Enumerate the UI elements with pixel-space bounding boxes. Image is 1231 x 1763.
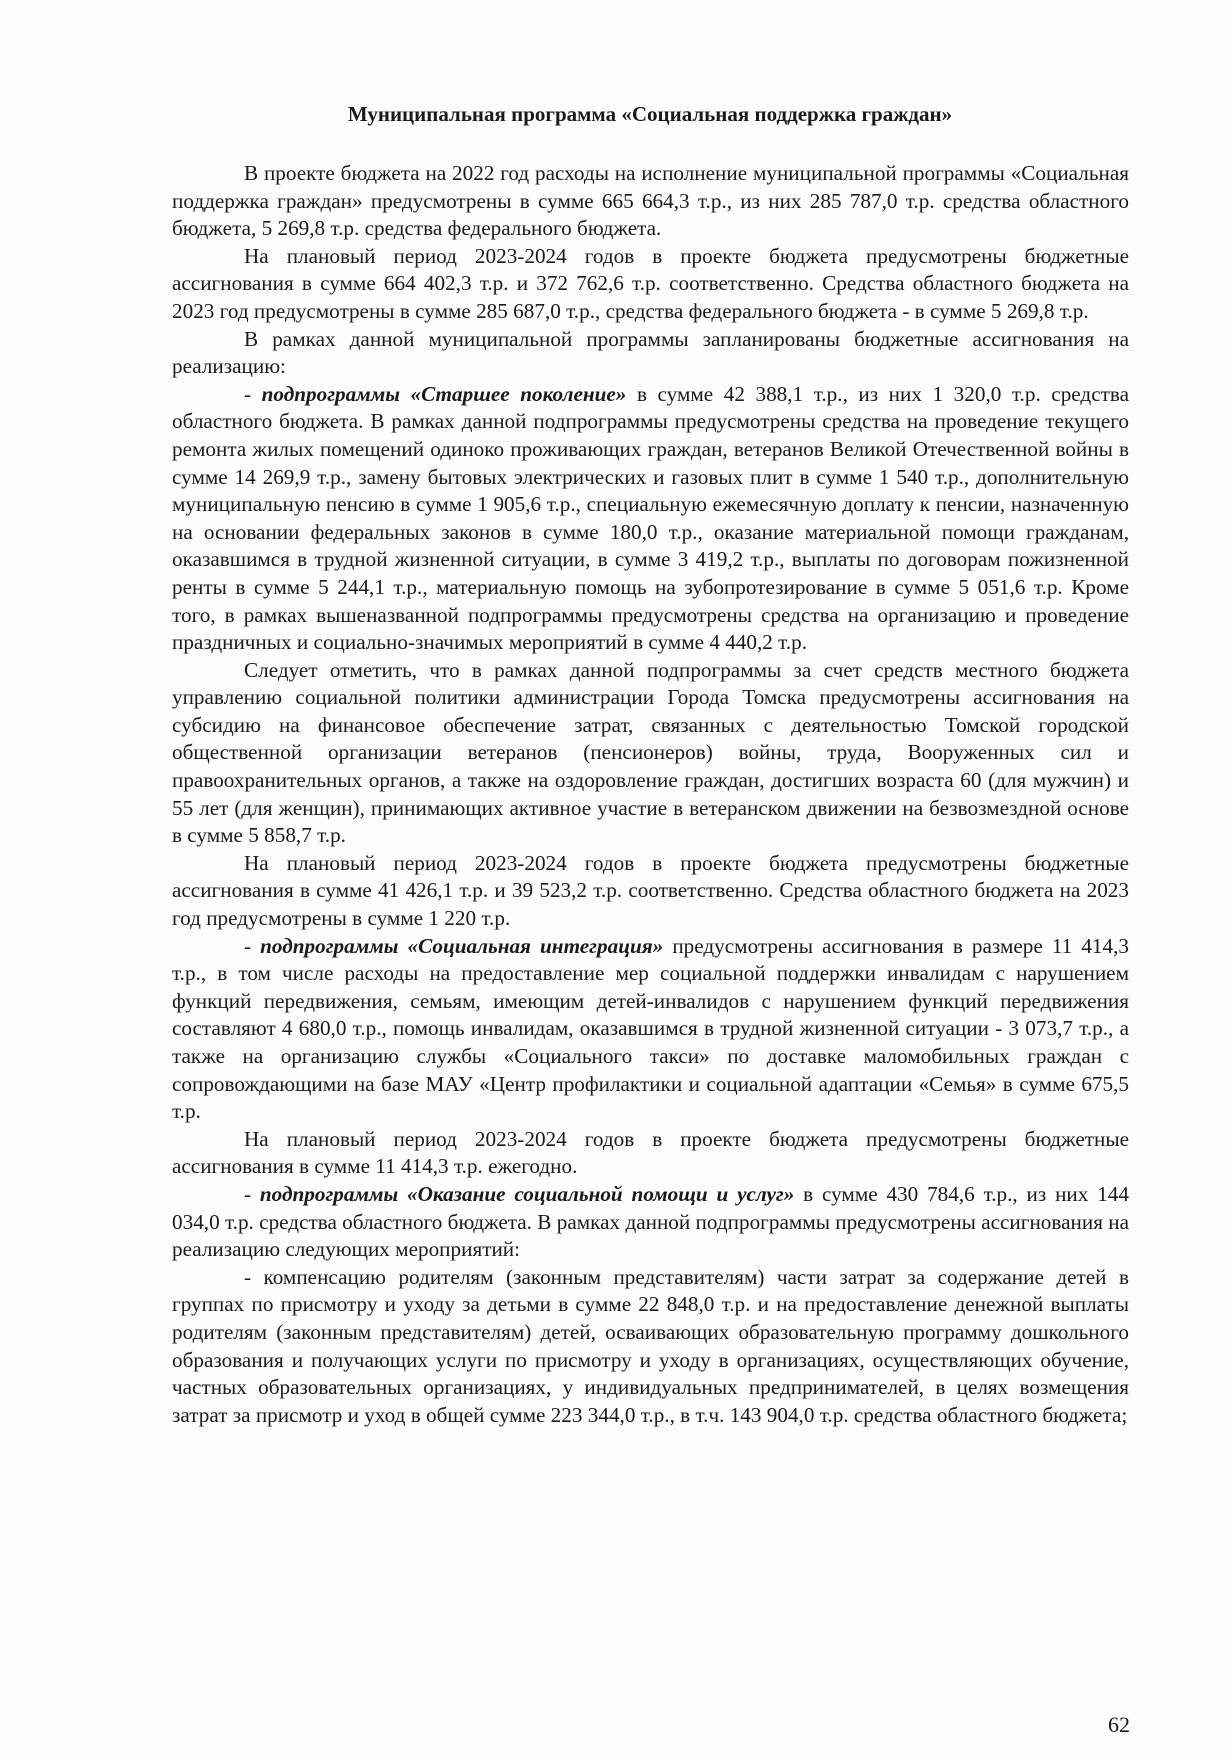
page-number: 62: [1108, 1712, 1130, 1737]
paragraph-text: в сумме 430 784,6 т.р., из них 144 034,0 т.р. средства областного бюджета. В рамках данной подпрограммы предусмотрены ассигнования на реализацию следующих мероприятий:: [172, 1181, 1129, 1262]
paragraph-budget-2022: В проекте бюджета на 2022 год расходы на исполнение муниципальной программы «Социальная поддержка граждан» предусмотрены в сумме 665 664,3 т.р., из них 285 787,0 т.р. средства областного бюджета, 5 269,8 т.р. средства федерального бюджета.: [172, 161, 1129, 241]
page-title: Муниципальная программа «Социальная поддержка граждан»: [347, 102, 953, 126]
list-dash: -: [244, 933, 261, 958]
paragraph-parent-compensation: - компенсацию родителям (законным представителям) части затрат за содержание детей в группах по присмотру и уходу за детьми в сумме 22 848,0 т.р. и на предоставление денежной выплаты родителям (законным представителям) детей, осваивающих образовательную программу дошкольного образования и получающих услуги по присмотру и уходу в организациях, осуществляющих обучение, частных образовательных организациях, у индивидуальных предпринимателей, в целях возмещения затрат за присмотр и уход в общей сумме 223 344,0 т.р., в т.ч. 143 904,0 т.р. средства областного бюджета;: [172, 1264, 1129, 1427]
paragraph-social-integration: [172, 933, 1129, 1126]
subprogram-title-social-integration: подпрограммы «Социальная интеграция»: [260, 933, 664, 958]
list-dash: -: [244, 381, 262, 406]
paragraph-allocations-intro: В рамках данной муниципальной программы запланированы бюджетные ассигнования на реализацию:: [172, 326, 1129, 379]
paragraph-social-assistance: [172, 1181, 1129, 1264]
document-body: [172, 160, 1129, 1429]
list-dash: -: [244, 1181, 260, 1206]
paragraph-local-budget-note: Следует отметить, что в рамках данной подпрограммы за счет средств местного бюджета управлению социальной политики администрации Города Томска предусмотрены ассигнования на субсидию на финансовое обеспечение затрат, связанных с деятельностью Томской городской общественной организации ветеранов (пенсионеров) войны, труда, Вооруженных сил и правоохранительных органов, а также на оздоровление граждан, достигших возраста 60 (для мужчин) и 55 лет (для женщин), принимающих активное участие в ветеранском движении на безвозмездной основе в сумме 5 858,7 т.р.: [172, 657, 1129, 848]
paragraph-planned-period-older: На плановый период 2023-2024 годов в проекте бюджета предусмотрены бюджетные ассигнования в сумме 41 426,1 т.р. и 39 523,2 т.р. соответственно. Средства областного бюджета на 2023 год предусмотрены в сумме 1 220 т.р.: [172, 850, 1129, 931]
paragraph-planned-period-integration: На плановый период 2023-2024 годов в проекте бюджета предусмотрены бюджетные ассигнования в сумме 11 414,3 т.р. ежегодно.: [172, 1126, 1129, 1179]
subprogram-title-social-assistance: подпрограммы «Оказание социальной помощи и услуг»: [259, 1181, 795, 1206]
subprogram-title-older-generation: подпрограммы «Старшее поколение»: [261, 381, 627, 406]
paragraph-text: в сумме 42 388,1 т.р., из них 1 320,0 т.р. средства областного бюджета. В рамках данной подпрограммы предусмотрены средства на проведение текущего ремонта жилых помещений одиноко проживающих граждан, ветеранов Великой Отечественной войны в сумме 14 269,9 т.р., замену бытовых электрических и газовых плит в сумме 1 540 т.р., дополнительную муниципальную пенсию в сумме 1 905,6 т.р., специальную ежемесячную доплату к пенсии, назначенную на основании федеральных законов в сумме 180,0 т.р., оказание материальной помощи гражданам, оказавшимся в трудной жизненной ситуации, в сумме 3 419,2 т.р., выплаты по договорам пожизненной ренты в сумме 5 244,1 т.р., материальную помощь на зубопротезирование в сумме 5 051,6 т.р. Кроме того, в рамках вышеназванной подпрограммы предусмотрены средства на организацию и проведение праздничных и социально-значимых мероприятий в сумме 4 440,2 т.р.: [172, 381, 1129, 655]
paragraph-planned-period: На плановый период 2023-2024 годов в проекте бюджета предусмотрены бюджетные ассигнования в сумме 664 402,3 т.р. и 372 762,6 т.р. соответственно. Средства областного бюджета на 2023 год предусмотрены в сумме 285 687,0 т.р., средства федерального бюджета - в сумме 5 269,8 т.р.: [172, 243, 1129, 323]
paragraph-text: предусмотрены ассигнования в размере 11 414,3 т.р., в том числе расходы на предоставление мер социальной поддержки инвалидам с нарушением функций передвижения, семьям, имеющим детей-инвалидов с нарушением функций передвижения составляют 4 680,0 т.р., помощь инвалидам, оказавшимся в трудной жизненной ситуации - 3 073,7 т.р., а также на организацию службы «Социального такси» по доставке маломобильных граждан с сопровождающими на базе МАУ «Центр профилактики и социальной адаптации «Семья» в сумме 675,5 т.р.: [172, 933, 1129, 1124]
paragraph-older-generation: [172, 381, 1129, 657]
